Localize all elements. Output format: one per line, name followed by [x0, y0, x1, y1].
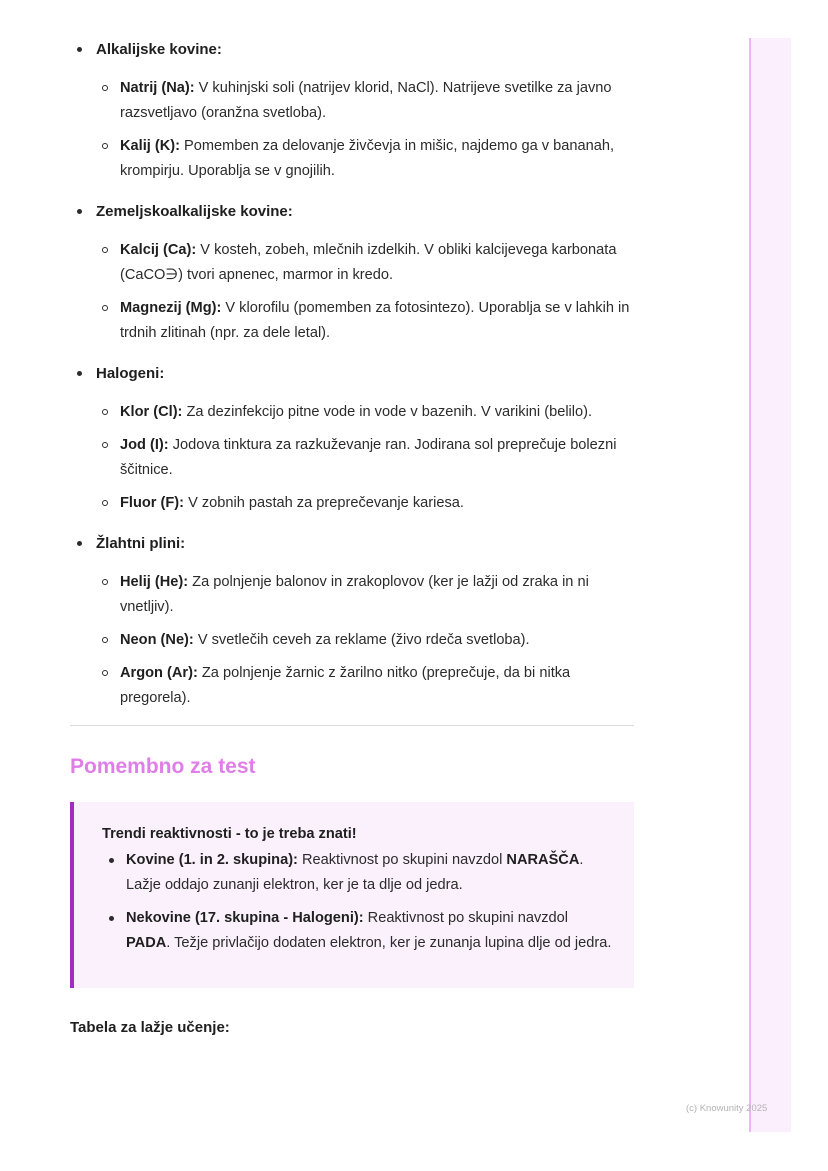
element-description: Za dezinfekcijo pitne vode in vode v bazenih. V varikini (belilo). [182, 404, 593, 420]
callout-item-text: . Lažje oddajo zunanji elektron, ker je ta dlje od jedra. [126, 852, 584, 893]
right-sidebar-strip [749, 38, 791, 1132]
element-name: Argon (Ar): [120, 665, 198, 681]
element-description: V kuhinjski soli (natrijev klorid, NaCl). Natrijeve svetilke za javno razsvetljavo (oranžna svetloba). [120, 80, 612, 121]
element-item [96, 296, 634, 346]
element-name: Magnezij (Mg): [120, 300, 222, 316]
copyright-watermark: (c) Knowunity 2025 [686, 1103, 768, 1114]
element-description: V svetlečih ceveh za reklame (živo rdeča svetloba). [193, 632, 530, 648]
group-item-noble-gases [70, 530, 634, 711]
element-item [96, 238, 634, 288]
element-list [96, 238, 634, 346]
element-name: Natrij (Na): [120, 80, 195, 96]
element-list [96, 400, 634, 516]
element-item [96, 134, 634, 184]
element-description: V kosteh, zobeh, mlečnih izdelkih. V obliki kalcijevega karbonata (CaCO∋) tvori apnenec, marmor in kredo. [120, 242, 617, 283]
group-item-alkali [70, 36, 634, 184]
element-description: Za polnjenje balonov in zrakoplovov (ker je lažji od zraka in ni vnetljiv). [120, 574, 589, 615]
callout-item [102, 906, 614, 956]
element-name: Helij (He): [120, 574, 189, 590]
group-item-halogens [70, 360, 634, 516]
group-item-alkaline-earth [70, 198, 634, 346]
callout-item-keyword: PADA [126, 935, 167, 951]
element-description: V zobnih pastah za preprečevanje kariesa. [184, 495, 464, 511]
element-name: Kalij (K): [120, 138, 180, 154]
element-name: Kalcij (Ca): [120, 242, 197, 258]
horizontal-divider [70, 725, 634, 726]
callout-item-lead: Kovine (1. in 2. skupina): [126, 852, 298, 868]
callout-item-keyword: NARAŠČA [506, 852, 580, 868]
element-item [96, 400, 634, 425]
callout-title: Trendi reaktivnosti - to je treba znati! [102, 826, 357, 842]
element-name: Neon (Ne): [120, 632, 194, 648]
callout-box [70, 802, 634, 988]
element-description: V klorofilu (pomemben za fotosintezo). Uporablja se v lahkih in trdnih zlitinah (npr. za dele letal). [120, 300, 630, 341]
table-heading: Tabela za lažje učenje: [70, 1019, 230, 1036]
callout-item [102, 848, 614, 898]
callout-item-lead: Nekovine (17. skupina - Halogeni): [126, 910, 364, 926]
group-title: Zemeljskoalkalijske kovine: [96, 203, 293, 220]
document-content [70, 36, 634, 1040]
element-name: Jod (I): [120, 437, 169, 453]
element-description: Za polnjenje žarnic z žarilno nitko (preprečuje, da bi nitka pregorela). [120, 665, 571, 706]
callout-list [102, 848, 614, 956]
element-item [96, 628, 634, 653]
callout-item-text: Reaktivnost po skupini navzdol [297, 852, 507, 868]
section-heading: Pomembno za test [70, 755, 256, 778]
element-description: Jodova tinktura za razkuževanje ran. Jodirana sol preprečuje bolezni ščitnice. [120, 437, 617, 478]
element-name: Fluor (F): [120, 495, 185, 511]
element-groups-list [70, 36, 634, 711]
callout-item-text: Reaktivnost po skupini navzdol [363, 910, 569, 926]
element-description: Pomemben za delovanje živčevja in mišic, najdemo ga v bananah, krompirju. Uporablja se v gnojilih. [120, 138, 615, 179]
element-list [96, 570, 634, 711]
group-title: Žlahtni plini: [96, 535, 186, 552]
element-list [96, 76, 634, 184]
element-item [96, 570, 634, 620]
callout-item-text: . Težje privlačijo dodaten elektron, ker je zunanja lupina dlje od jedra. [166, 935, 612, 951]
element-item [96, 491, 634, 516]
group-title: Halogeni: [96, 365, 165, 382]
element-item [96, 661, 634, 711]
element-item [96, 76, 634, 126]
element-item [96, 433, 634, 483]
element-name: Klor (Cl): [120, 404, 183, 420]
right-sidebar-line [749, 38, 751, 1132]
group-title: Alkalijske kovine: [96, 41, 222, 58]
